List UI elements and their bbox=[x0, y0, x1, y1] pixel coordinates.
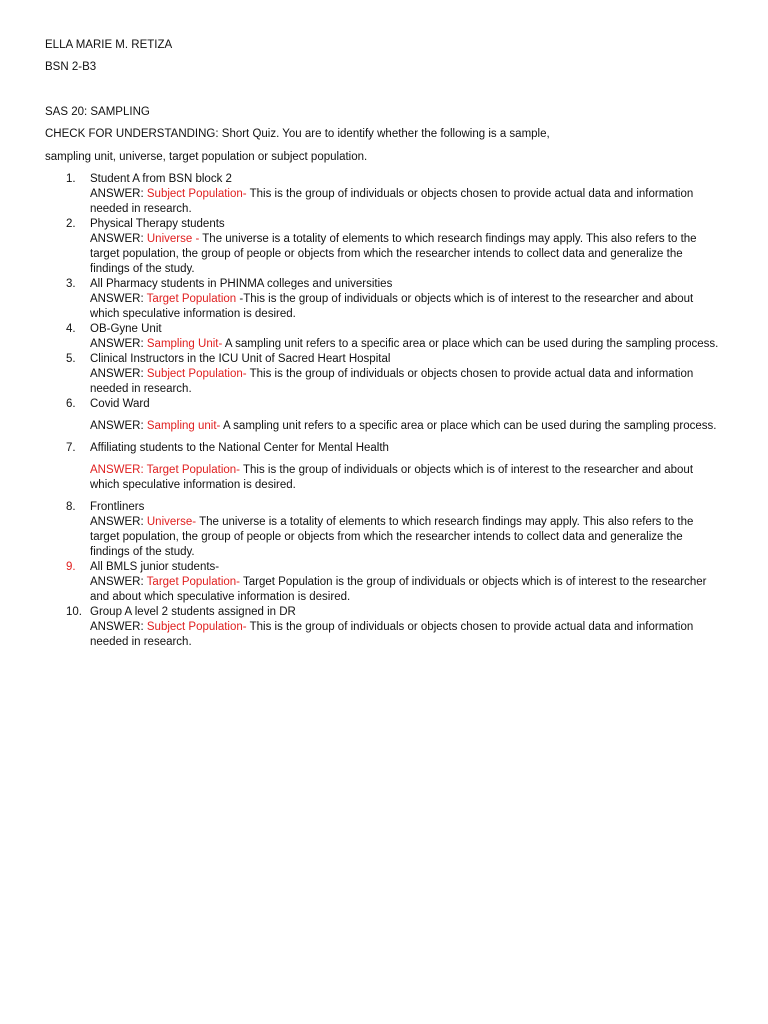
item-question: All BMLS junior students- bbox=[90, 561, 220, 573]
answer-term: Sampling Unit- bbox=[146, 338, 223, 350]
item-answer bbox=[90, 232, 725, 277]
answer-term: Target Population- bbox=[146, 464, 241, 476]
answer-prefix: ANSWER: bbox=[90, 188, 147, 200]
item-answer bbox=[90, 337, 725, 352]
quiz-item-1 bbox=[45, 172, 725, 217]
quiz-item-6 bbox=[45, 397, 725, 434]
item-question: Physical Therapy students bbox=[90, 218, 225, 230]
answer-term: Universe - bbox=[146, 233, 200, 245]
answer-prefix: ANSWER: bbox=[90, 516, 147, 528]
item-answer bbox=[90, 575, 725, 605]
answer-term: Target Population- bbox=[146, 576, 241, 588]
item-number: 2. bbox=[66, 218, 76, 230]
quiz-item-10 bbox=[45, 605, 725, 650]
answer-explanation: This is the group of individuals or objects chosen to provide actual data and information needed in research. bbox=[90, 368, 694, 395]
answer-prefix: ANSWER: bbox=[90, 233, 147, 245]
item-answer bbox=[90, 515, 725, 560]
instructions-line-1: CHECK FOR UNDERSTANDING: Short Quiz. You are to identify whether the following is a sample, bbox=[45, 128, 550, 140]
answer-term: Sampling unit- bbox=[146, 420, 221, 432]
answer-explanation: A sampling unit refers to a specific area or place which can be used during the sampling process. bbox=[220, 420, 717, 432]
item-answer bbox=[90, 187, 725, 217]
item-question: Covid Ward bbox=[90, 398, 150, 410]
item-number: 5. bbox=[66, 353, 76, 365]
answer-explanation: A sampling unit refers to a specific area or place which can be used during the sampling process. bbox=[222, 338, 719, 350]
answer-term: Subject Population- bbox=[146, 621, 247, 633]
answer-prefix: ANSWER: bbox=[90, 338, 147, 350]
item-question: Student A from BSN block 2 bbox=[90, 173, 232, 185]
item-question: All Pharmacy students in PHINMA colleges and universities bbox=[90, 278, 393, 290]
answer-prefix: ANSWER: bbox=[90, 420, 147, 432]
answer-prefix: ANSWER: bbox=[90, 621, 147, 633]
item-question: Affiliating students to the National Center for Mental Health bbox=[90, 442, 389, 454]
quiz-item-3 bbox=[45, 277, 725, 322]
quiz-list bbox=[45, 172, 725, 650]
answer-explanation: This is the group of individuals or objects chosen to provide actual data and information needed in research. bbox=[90, 188, 694, 215]
answer-explanation: Target Population is the group of individuals or objects which is of interest to the researcher and about which speculative information is desired. bbox=[90, 576, 707, 603]
answer-prefix: ANSWER: bbox=[90, 464, 147, 476]
quiz-item-2 bbox=[45, 217, 725, 277]
item-number: 3. bbox=[66, 278, 76, 290]
answer-explanation: This is the group of individuals or objects which is of interest to the researcher and about which speculative information is desired. bbox=[90, 464, 694, 491]
item-number: 8. bbox=[66, 501, 76, 513]
item-number: 1. bbox=[66, 173, 76, 185]
item-answer bbox=[90, 367, 725, 397]
student-section: BSN 2-B3 bbox=[45, 61, 97, 73]
answer-term: Target Population bbox=[146, 293, 237, 305]
item-answer bbox=[90, 620, 725, 650]
quiz-item-8 bbox=[45, 500, 725, 560]
answer-term: Universe- bbox=[146, 516, 197, 528]
item-number: 6. bbox=[66, 398, 76, 410]
item-question: OB-Gyne Unit bbox=[90, 323, 162, 335]
quiz-item-7 bbox=[45, 441, 725, 493]
answer-explanation: The universe is a totality of elements to which research findings may apply. This also refers to the target population, the group of people or objects from which the researcher intends to collect data and generalize the findings of the study. bbox=[90, 233, 697, 275]
item-question: Clinical Instructors in the ICU Unit of Sacred Heart Hospital bbox=[90, 353, 391, 365]
item-number: 9. bbox=[66, 561, 76, 573]
item-answer bbox=[90, 419, 725, 434]
answer-explanation: This is the group of individuals or objects chosen to provide actual data and information needed in research. bbox=[90, 621, 694, 648]
student-name: ELLA MARIE M. RETIZA bbox=[45, 39, 173, 51]
item-number: 4. bbox=[66, 323, 76, 335]
item-answer bbox=[90, 463, 725, 493]
answer-explanation: -This is the group of individuals or objects which is of interest to the researcher and about which speculative information is desired. bbox=[90, 293, 694, 320]
answer-explanation: The universe is a totality of elements to which research findings may apply. This also refers to the target population, the group of people or objects from which the researcher intends to collect data and generalize the findings of the study. bbox=[90, 516, 694, 558]
item-number: 7. bbox=[66, 442, 76, 454]
quiz-item-4 bbox=[45, 322, 725, 352]
answer-prefix: ANSWER: bbox=[90, 576, 147, 588]
document-title: SAS 20: SAMPLING bbox=[45, 106, 150, 118]
item-answer bbox=[90, 292, 725, 322]
quiz-item-9 bbox=[45, 560, 725, 605]
item-question: Frontliners bbox=[90, 501, 145, 513]
item-number: 10. bbox=[66, 606, 82, 618]
item-question: Group A level 2 students assigned in DR bbox=[90, 606, 296, 618]
instructions-line-2: sampling unit, universe, target population or subject population. bbox=[45, 151, 368, 163]
quiz-item-5 bbox=[45, 352, 725, 397]
answer-prefix: ANSWER: bbox=[90, 368, 147, 380]
answer-prefix: ANSWER: bbox=[90, 293, 147, 305]
answer-term: Subject Population- bbox=[146, 188, 247, 200]
answer-term: Subject Population- bbox=[146, 368, 247, 380]
